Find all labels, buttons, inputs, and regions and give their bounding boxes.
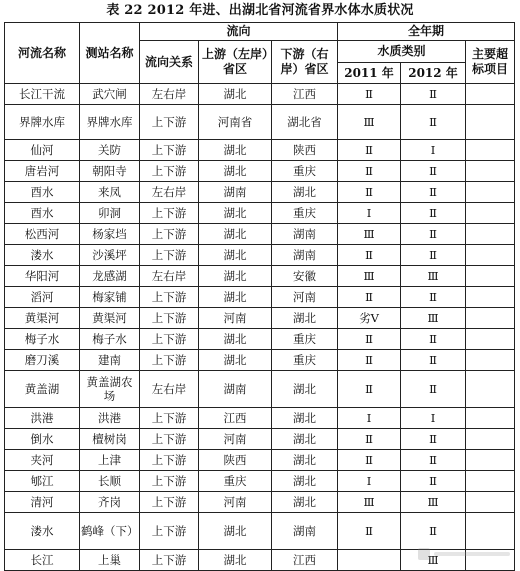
main-exceed-cell bbox=[466, 408, 515, 429]
river-name-cell: 溇水 bbox=[5, 245, 80, 266]
station-name-cell: 上津 bbox=[80, 450, 140, 471]
downstream-cell: 湖北 bbox=[272, 471, 338, 492]
river-name-cell: 华阳河 bbox=[5, 266, 80, 287]
main-exceed-cell bbox=[466, 266, 515, 287]
class-2012-cell: Ⅱ bbox=[401, 371, 466, 408]
upstream-cell: 湖北 bbox=[199, 287, 272, 308]
river-name-cell: 唐岩河 bbox=[5, 161, 80, 182]
flow-relation-cell: 左右岸 bbox=[140, 266, 199, 287]
river-name-cell: 仙河 bbox=[5, 140, 80, 161]
upstream-cell: 湖北 bbox=[199, 329, 272, 350]
downstream-cell: 湖北 bbox=[272, 492, 338, 513]
class-2012-cell: Ⅰ bbox=[401, 140, 466, 161]
class-2011-cell: Ⅱ bbox=[338, 287, 401, 308]
upstream-cell: 湖北 bbox=[199, 513, 272, 550]
table-body bbox=[5, 84, 515, 571]
downstream-cell: 湖北 bbox=[272, 182, 338, 203]
table-row bbox=[5, 408, 515, 429]
table-row bbox=[5, 429, 515, 450]
table-row bbox=[5, 308, 515, 329]
flow-relation-cell: 上下游 bbox=[140, 224, 199, 245]
flow-relation-cell: 上下游 bbox=[140, 140, 199, 161]
upstream-cell: 河南 bbox=[199, 308, 272, 329]
class-2012-cell: Ⅱ bbox=[401, 105, 466, 140]
station-name-cell: 杨家垱 bbox=[80, 224, 140, 245]
downstream-cell: 重庆 bbox=[272, 329, 338, 350]
watermark-logo bbox=[418, 546, 514, 562]
main-exceed-cell bbox=[466, 308, 515, 329]
table-row bbox=[5, 471, 515, 492]
upstream-cell: 湖北 bbox=[199, 161, 272, 182]
class-2011-cell: Ⅱ bbox=[338, 513, 401, 550]
river-name-cell: 酉水 bbox=[5, 182, 80, 203]
flow-relation-cell: 上下游 bbox=[140, 350, 199, 371]
class-2011-cell: Ⅱ bbox=[338, 350, 401, 371]
downstream-cell: 湖北 bbox=[272, 450, 338, 471]
flow-relation-cell: 上下游 bbox=[140, 513, 199, 550]
table-row bbox=[5, 224, 515, 245]
river-name-cell: 黄盖湖 bbox=[5, 371, 80, 408]
upstream-cell: 湖北 bbox=[199, 203, 272, 224]
flow-relation-cell: 上下游 bbox=[140, 450, 199, 471]
station-name-cell: 关防 bbox=[80, 140, 140, 161]
main-exceed-cell bbox=[466, 287, 515, 308]
table-row bbox=[5, 350, 515, 371]
downstream-cell: 湖北 bbox=[272, 308, 338, 329]
upstream-cell: 湖北 bbox=[199, 224, 272, 245]
river-name-cell: 松西河 bbox=[5, 224, 80, 245]
flow-relation-cell: 左右岸 bbox=[140, 182, 199, 203]
downstream-cell: 湖北省 bbox=[272, 105, 338, 140]
class-2012-cell: Ⅲ bbox=[401, 266, 466, 287]
upstream-cell: 湖南 bbox=[199, 182, 272, 203]
main-exceed-cell bbox=[466, 513, 515, 550]
downstream-cell: 陕西 bbox=[272, 140, 338, 161]
station-name-cell: 来凤 bbox=[80, 182, 140, 203]
class-2011-cell: Ⅱ bbox=[338, 329, 401, 350]
station-name-cell: 上巢 bbox=[80, 550, 140, 571]
main-exceed-cell bbox=[466, 492, 515, 513]
river-name-cell: 界牌水库 bbox=[5, 105, 80, 140]
main-exceed-cell bbox=[466, 245, 515, 266]
station-name-cell: 沙溪坪 bbox=[80, 245, 140, 266]
water-quality-table bbox=[4, 22, 515, 571]
flow-relation-cell: 上下游 bbox=[140, 105, 199, 140]
class-2012-cell: Ⅱ bbox=[401, 450, 466, 471]
table-row bbox=[5, 287, 515, 308]
header-downstream: 下游（右岸）省区 bbox=[272, 41, 338, 84]
class-2011-cell: Ⅱ bbox=[338, 182, 401, 203]
header-station: 测站名称 bbox=[80, 23, 140, 84]
class-2012-cell: Ⅱ bbox=[401, 287, 466, 308]
river-name-cell: 滔河 bbox=[5, 287, 80, 308]
class-2012-cell: Ⅱ bbox=[401, 161, 466, 182]
table-title: 表 22 2012 年进、出湖北省河流省界水体水质状况 bbox=[0, 0, 520, 22]
flow-relation-cell: 上下游 bbox=[140, 408, 199, 429]
main-exceed-cell bbox=[466, 450, 515, 471]
river-name-cell: 酉水 bbox=[5, 203, 80, 224]
flow-relation-cell: 左右岸 bbox=[140, 371, 199, 408]
class-2011-cell: Ⅲ bbox=[338, 224, 401, 245]
header-flow: 流向 bbox=[140, 23, 338, 41]
river-name-cell: 磨刀溪 bbox=[5, 350, 80, 371]
river-name-cell: 郇江 bbox=[5, 471, 80, 492]
main-exceed-cell bbox=[466, 84, 515, 105]
upstream-cell: 湖北 bbox=[199, 550, 272, 571]
upstream-cell: 河南 bbox=[199, 429, 272, 450]
table-row bbox=[5, 266, 515, 287]
class-2012-cell: Ⅱ bbox=[401, 513, 466, 550]
river-name-cell: 夹河 bbox=[5, 450, 80, 471]
main-exceed-cell bbox=[466, 140, 515, 161]
downstream-cell: 湖北 bbox=[272, 429, 338, 450]
table-row bbox=[5, 245, 515, 266]
main-exceed-cell bbox=[466, 203, 515, 224]
upstream-cell: 河南省 bbox=[199, 105, 272, 140]
river-name-cell: 溇水 bbox=[5, 513, 80, 550]
river-name-cell: 梅子水 bbox=[5, 329, 80, 350]
class-2012-cell: Ⅱ bbox=[401, 350, 466, 371]
table-row bbox=[5, 450, 515, 471]
class-2012-cell: Ⅱ bbox=[401, 429, 466, 450]
flow-relation-cell: 上下游 bbox=[140, 429, 199, 450]
flow-relation-cell: 上下游 bbox=[140, 492, 199, 513]
class-2012-cell: Ⅱ bbox=[401, 84, 466, 105]
table-row bbox=[5, 105, 515, 140]
class-2011-cell: Ⅱ bbox=[338, 371, 401, 408]
station-name-cell: 界牌水库 bbox=[80, 105, 140, 140]
upstream-cell: 重庆 bbox=[199, 471, 272, 492]
table-header bbox=[5, 23, 515, 84]
flow-relation-cell: 上下游 bbox=[140, 203, 199, 224]
class-2012-cell: Ⅰ bbox=[401, 408, 466, 429]
upstream-cell: 陕西 bbox=[199, 450, 272, 471]
downstream-cell: 湖北 bbox=[272, 408, 338, 429]
station-name-cell: 朝阳寺 bbox=[80, 161, 140, 182]
upstream-cell: 河南 bbox=[199, 492, 272, 513]
main-exceed-cell bbox=[466, 429, 515, 450]
flow-relation-cell: 上下游 bbox=[140, 471, 199, 492]
river-name-cell: 黄渠河 bbox=[5, 308, 80, 329]
river-name-cell: 倒水 bbox=[5, 429, 80, 450]
flow-relation-cell: 上下游 bbox=[140, 245, 199, 266]
downstream-cell: 湖北 bbox=[272, 371, 338, 408]
table-row bbox=[5, 182, 515, 203]
table-row bbox=[5, 161, 515, 182]
table-row bbox=[5, 84, 515, 105]
station-name-cell: 黄盖湖农场 bbox=[80, 371, 140, 408]
downstream-cell: 安徽 bbox=[272, 266, 338, 287]
flow-relation-cell: 上下游 bbox=[140, 329, 199, 350]
station-name-cell: 鹤峰（下） bbox=[80, 513, 140, 550]
main-exceed-cell bbox=[466, 371, 515, 408]
upstream-cell: 湖北 bbox=[199, 266, 272, 287]
class-2011-cell: Ⅱ bbox=[338, 84, 401, 105]
station-name-cell: 龙感湖 bbox=[80, 266, 140, 287]
upstream-cell: 湖北 bbox=[199, 84, 272, 105]
flow-relation-cell: 上下游 bbox=[140, 287, 199, 308]
station-name-cell: 梅家铺 bbox=[80, 287, 140, 308]
class-2011-cell: 劣Ⅴ bbox=[338, 308, 401, 329]
river-name-cell: 清河 bbox=[5, 492, 80, 513]
class-2011-cell: Ⅲ bbox=[338, 492, 401, 513]
class-2011-cell: Ⅱ bbox=[338, 429, 401, 450]
class-2012-cell: Ⅱ bbox=[401, 203, 466, 224]
table-row bbox=[5, 329, 515, 350]
river-name-cell: 洪港 bbox=[5, 408, 80, 429]
main-exceed-cell bbox=[466, 182, 515, 203]
class-2012-cell: Ⅲ bbox=[401, 550, 466, 571]
header-year-2011: 2011 年 bbox=[338, 63, 401, 84]
upstream-cell: 江西 bbox=[199, 408, 272, 429]
river-name-cell: 长江 bbox=[5, 550, 80, 571]
flow-relation-cell: 上下游 bbox=[140, 308, 199, 329]
main-exceed-cell bbox=[466, 329, 515, 350]
class-2011-cell: Ⅱ bbox=[338, 450, 401, 471]
class-2011-cell: Ⅱ bbox=[338, 161, 401, 182]
main-exceed-cell bbox=[466, 161, 515, 182]
river-name-cell: 长江干流 bbox=[5, 84, 80, 105]
class-2011-cell: Ⅰ bbox=[338, 471, 401, 492]
station-name-cell: 梅子水 bbox=[80, 329, 140, 350]
downstream-cell: 河南 bbox=[272, 287, 338, 308]
class-2012-cell: Ⅱ bbox=[401, 182, 466, 203]
class-2012-cell: Ⅲ bbox=[401, 492, 466, 513]
downstream-cell: 江西 bbox=[272, 550, 338, 571]
table-row bbox=[5, 371, 515, 408]
upstream-cell: 湖北 bbox=[199, 245, 272, 266]
downstream-cell: 重庆 bbox=[272, 203, 338, 224]
class-2012-cell: Ⅲ bbox=[401, 308, 466, 329]
downstream-cell: 江西 bbox=[272, 84, 338, 105]
station-name-cell: 檀树岗 bbox=[80, 429, 140, 450]
station-name-cell: 武穴闸 bbox=[80, 84, 140, 105]
main-exceed-cell bbox=[466, 105, 515, 140]
class-2012-cell: Ⅱ bbox=[401, 329, 466, 350]
class-2011-cell: Ⅲ bbox=[338, 266, 401, 287]
flow-relation-cell: 上下游 bbox=[140, 161, 199, 182]
station-name-cell: 洪港 bbox=[80, 408, 140, 429]
main-exceed-cell bbox=[466, 224, 515, 245]
station-name-cell: 长顺 bbox=[80, 471, 140, 492]
upstream-cell: 湖南 bbox=[199, 371, 272, 408]
downstream-cell: 重庆 bbox=[272, 161, 338, 182]
class-2012-cell: Ⅱ bbox=[401, 471, 466, 492]
station-name-cell: 齐岗 bbox=[80, 492, 140, 513]
station-name-cell: 建南 bbox=[80, 350, 140, 371]
class-2011-cell: Ⅰ bbox=[338, 203, 401, 224]
class-2011-cell: Ⅲ bbox=[338, 105, 401, 140]
class-2012-cell: Ⅱ bbox=[401, 245, 466, 266]
upstream-cell: 湖北 bbox=[199, 350, 272, 371]
table-row bbox=[5, 203, 515, 224]
table-row bbox=[5, 140, 515, 161]
flow-relation-cell: 上下游 bbox=[140, 550, 199, 571]
header-upstream: 上游（左岸）省区 bbox=[199, 41, 272, 84]
flow-relation-cell: 左右岸 bbox=[140, 84, 199, 105]
upstream-cell: 湖北 bbox=[199, 140, 272, 161]
class-2012-cell: Ⅱ bbox=[401, 224, 466, 245]
header-main-exceed: 主要超标项目 bbox=[466, 41, 515, 84]
class-2011-cell: Ⅱ bbox=[338, 140, 401, 161]
station-name-cell: 黄渠河 bbox=[80, 308, 140, 329]
class-2011-cell: Ⅱ bbox=[338, 245, 401, 266]
header-river: 河流名称 bbox=[5, 23, 80, 84]
header-year-2012: 2012 年 bbox=[401, 63, 466, 84]
header-water-class: 水质类别 bbox=[338, 41, 466, 63]
downstream-cell: 湖南 bbox=[272, 245, 338, 266]
downstream-cell: 湖南 bbox=[272, 224, 338, 245]
table-row bbox=[5, 492, 515, 513]
downstream-cell: 重庆 bbox=[272, 350, 338, 371]
station-name-cell: 卯洞 bbox=[80, 203, 140, 224]
class-2011-cell bbox=[338, 550, 401, 571]
main-exceed-cell bbox=[466, 350, 515, 371]
class-2011-cell: Ⅰ bbox=[338, 408, 401, 429]
header-flow-relation: 流向关系 bbox=[140, 41, 199, 84]
table-row bbox=[5, 513, 515, 550]
header-full-year: 全年期 bbox=[338, 23, 515, 41]
main-exceed-cell bbox=[466, 471, 515, 492]
downstream-cell: 湖南 bbox=[272, 513, 338, 550]
